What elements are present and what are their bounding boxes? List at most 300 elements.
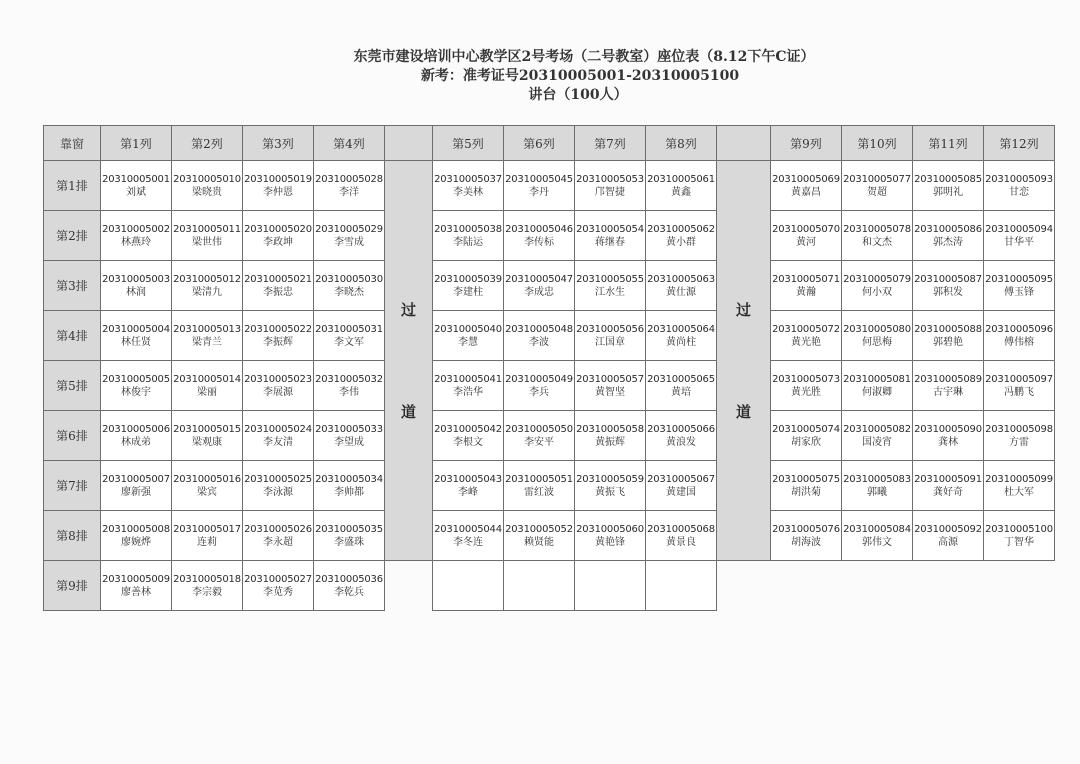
candidate-name: 李传标 bbox=[524, 236, 554, 248]
candidate-name: 李洋 bbox=[339, 186, 359, 198]
exam-number: 20310005078 bbox=[843, 223, 911, 235]
candidate-name: 李友清 bbox=[263, 436, 293, 448]
candidate-name: 李丹 bbox=[529, 186, 549, 198]
column-header: 第4列 bbox=[314, 126, 385, 161]
seat-cell bbox=[771, 261, 842, 311]
candidate-name: 郭积发 bbox=[933, 286, 963, 298]
exam-number: 20310005076 bbox=[772, 523, 840, 535]
seat-cell bbox=[771, 161, 842, 211]
exam-number: 20310005052 bbox=[505, 523, 573, 535]
aisle-label: 道 bbox=[400, 402, 416, 421]
seat-cell bbox=[646, 161, 717, 211]
candidate-name: 黄河 bbox=[796, 236, 816, 248]
seat-row bbox=[44, 511, 1055, 561]
candidate-name: 李伟 bbox=[339, 386, 359, 398]
seat-cell bbox=[842, 411, 913, 461]
candidate-name: 黄鑫 bbox=[671, 186, 691, 198]
candidate-name: 林俊宇 bbox=[121, 386, 151, 398]
exam-number: 20310005012 bbox=[173, 273, 241, 285]
seat-cell bbox=[984, 211, 1055, 261]
aisle-right bbox=[717, 161, 771, 561]
seat-cell bbox=[314, 261, 385, 311]
seat-cell bbox=[575, 261, 646, 311]
seat-cell bbox=[433, 361, 504, 411]
exam-number: 20310005087 bbox=[914, 273, 982, 285]
candidate-name: 甘恋 bbox=[1009, 186, 1029, 198]
exam-number: 20310005098 bbox=[985, 423, 1053, 435]
exam-number: 20310005074 bbox=[772, 423, 840, 435]
seat-cell bbox=[575, 511, 646, 561]
exam-number: 20310005048 bbox=[505, 323, 573, 335]
candidate-name: 连莉 bbox=[197, 536, 217, 548]
seat-cell bbox=[913, 411, 984, 461]
exam-number: 20310005014 bbox=[173, 373, 241, 385]
seat-cell bbox=[842, 461, 913, 511]
exam-number: 20310005086 bbox=[914, 223, 982, 235]
seat-cell bbox=[842, 161, 913, 211]
candidate-name: 龚好奇 bbox=[933, 486, 963, 498]
exam-number: 20310005040 bbox=[434, 323, 502, 335]
exam-number: 20310005061 bbox=[647, 173, 715, 185]
seat-cell bbox=[575, 211, 646, 261]
row-label: 第8排 bbox=[44, 511, 101, 561]
exam-number: 20310005006 bbox=[102, 423, 170, 435]
seat-cell bbox=[101, 411, 172, 461]
exam-number: 20310005027 bbox=[244, 573, 312, 585]
seat-cell bbox=[575, 461, 646, 511]
candidate-name: 国凌宵 bbox=[862, 436, 892, 448]
candidate-name: 李永超 bbox=[263, 536, 293, 548]
exam-number: 20310005099 bbox=[985, 473, 1053, 485]
candidate-name: 高源 bbox=[938, 536, 958, 548]
seat-cell bbox=[314, 411, 385, 461]
exam-number: 20310005019 bbox=[244, 173, 312, 185]
exam-number: 20310005071 bbox=[772, 273, 840, 285]
candidate-name: 梁观康 bbox=[192, 436, 222, 448]
exam-number: 20310005080 bbox=[843, 323, 911, 335]
candidate-name: 李建柱 bbox=[453, 286, 483, 298]
exam-number: 20310005100 bbox=[985, 523, 1053, 535]
exam-number: 20310005016 bbox=[173, 473, 241, 485]
candidate-name: 郭曦 bbox=[867, 486, 887, 498]
exam-number: 20310005004 bbox=[102, 323, 170, 335]
candidate-name: 李盛珠 bbox=[334, 536, 364, 548]
aisle-header-right bbox=[717, 126, 771, 161]
seat-cell bbox=[243, 261, 314, 311]
exam-number: 20310005094 bbox=[985, 223, 1053, 235]
candidate-name: 杜大军 bbox=[1004, 486, 1034, 498]
exam-number: 20310005032 bbox=[315, 373, 383, 385]
exam-number: 20310005024 bbox=[244, 423, 312, 435]
row-label: 第4排 bbox=[44, 311, 101, 361]
candidate-name: 李乾兵 bbox=[334, 586, 364, 598]
seat-row bbox=[44, 211, 1055, 261]
seat-cell bbox=[646, 411, 717, 461]
seat-cell bbox=[433, 411, 504, 461]
candidate-name: 李雪成 bbox=[334, 236, 364, 248]
candidate-name: 甘华平 bbox=[1004, 236, 1034, 248]
seat-cell bbox=[172, 561, 243, 611]
exam-number: 20310005073 bbox=[772, 373, 840, 385]
candidate-name: 江水生 bbox=[595, 286, 625, 298]
seat-cell bbox=[172, 211, 243, 261]
aisle-label: 道 bbox=[735, 402, 751, 421]
candidate-name: 黄智坚 bbox=[595, 386, 625, 398]
seat-cell bbox=[984, 511, 1055, 561]
seat-cell bbox=[913, 211, 984, 261]
exam-number-range: 新考：准考证号20310005001-20310005100 bbox=[420, 68, 740, 84]
seat-cell bbox=[575, 161, 646, 211]
exam-number: 20310005046 bbox=[505, 223, 573, 235]
exam-number: 20310005005 bbox=[102, 373, 170, 385]
candidate-name: 黄振飞 bbox=[595, 486, 625, 498]
column-header: 第5列 bbox=[433, 126, 504, 161]
seat-cell bbox=[842, 261, 913, 311]
exam-number: 20310005049 bbox=[505, 373, 573, 385]
exam-number: 20310005089 bbox=[914, 373, 982, 385]
candidate-name: 何淑卿 bbox=[862, 386, 892, 398]
row-label: 第1排 bbox=[44, 161, 101, 211]
seat-cell bbox=[771, 461, 842, 511]
seat-cell bbox=[314, 561, 385, 611]
seat-cell bbox=[314, 211, 385, 261]
seat-row bbox=[44, 561, 1055, 611]
candidate-name: 何小双 bbox=[862, 286, 892, 298]
exam-number: 20310005042 bbox=[434, 423, 502, 435]
seat-cell bbox=[504, 261, 575, 311]
seat-cell bbox=[504, 311, 575, 361]
seat-cell bbox=[101, 461, 172, 511]
exam-number: 20310005059 bbox=[576, 473, 644, 485]
candidate-name: 傅伟榕 bbox=[1004, 336, 1034, 348]
candidate-name: 古宇琳 bbox=[933, 386, 963, 398]
seat-cell bbox=[771, 311, 842, 361]
candidate-name: 李兵 bbox=[529, 386, 549, 398]
aisle-header-left bbox=[385, 126, 433, 161]
candidate-name: 方雷 bbox=[1009, 436, 1029, 448]
exam-number: 20310005095 bbox=[985, 273, 1053, 285]
exam-number: 20310005062 bbox=[647, 223, 715, 235]
exam-number: 20310005070 bbox=[772, 223, 840, 235]
exam-number: 20310005020 bbox=[244, 223, 312, 235]
candidate-name: 黄光胜 bbox=[791, 386, 821, 398]
seat-cell bbox=[243, 161, 314, 211]
seat-cell bbox=[504, 361, 575, 411]
candidate-name: 梁清九 bbox=[192, 286, 222, 298]
seat-cell bbox=[575, 411, 646, 461]
seat-cell bbox=[243, 361, 314, 411]
seat-cell bbox=[504, 161, 575, 211]
candidate-name: 李展源 bbox=[263, 386, 293, 398]
row-label: 第2排 bbox=[44, 211, 101, 261]
exam-number: 20310005034 bbox=[315, 473, 383, 485]
candidate-name: 贺超 bbox=[867, 186, 887, 198]
candidate-name: 李成忠 bbox=[524, 286, 554, 298]
candidate-name: 雷红波 bbox=[524, 486, 554, 498]
candidate-name: 黄景良 bbox=[666, 536, 696, 548]
exam-number: 20310005018 bbox=[173, 573, 241, 585]
seat-cell bbox=[433, 211, 504, 261]
candidate-name: 傅玉锋 bbox=[1004, 286, 1034, 298]
seat-cell bbox=[172, 511, 243, 561]
exam-number: 20310005068 bbox=[647, 523, 715, 535]
seat-cell bbox=[646, 561, 717, 611]
exam-number: 20310005096 bbox=[985, 323, 1053, 335]
column-header: 第7列 bbox=[575, 126, 646, 161]
seat-cell bbox=[433, 261, 504, 311]
seat-cell bbox=[504, 511, 575, 561]
seat-cell bbox=[314, 311, 385, 361]
column-header-row bbox=[44, 126, 1055, 161]
seat-cell bbox=[842, 511, 913, 561]
seat-cell bbox=[433, 511, 504, 561]
seat-cell bbox=[172, 361, 243, 411]
seat-cell bbox=[646, 511, 717, 561]
exam-number: 20310005022 bbox=[244, 323, 312, 335]
candidate-name: 黄艳锋 bbox=[595, 536, 625, 548]
page-title: 东莞市建设培训中心教学区2号考场（二号教室）座位表（8.12下午C证） bbox=[353, 49, 815, 65]
exam-number: 20310005085 bbox=[914, 173, 982, 185]
candidate-name: 李波 bbox=[529, 336, 549, 348]
exam-number: 20310005066 bbox=[647, 423, 715, 435]
candidate-name: 郭杰涛 bbox=[933, 236, 963, 248]
seating-chart-body bbox=[44, 161, 1055, 611]
seat-cell bbox=[913, 261, 984, 311]
seat-cell bbox=[504, 211, 575, 261]
exam-number: 20310005069 bbox=[772, 173, 840, 185]
exam-number: 20310005044 bbox=[434, 523, 502, 535]
seat-cell bbox=[243, 511, 314, 561]
seat-cell bbox=[433, 561, 504, 611]
seat-cell bbox=[433, 311, 504, 361]
seat-cell bbox=[984, 361, 1055, 411]
candidate-name: 李安平 bbox=[524, 436, 554, 448]
seat-cell bbox=[646, 261, 717, 311]
candidate-name: 廖新强 bbox=[121, 486, 151, 498]
seat-cell bbox=[314, 161, 385, 211]
exam-number: 20310005002 bbox=[102, 223, 170, 235]
seat-cell bbox=[984, 161, 1055, 211]
exam-number: 20310005036 bbox=[315, 573, 383, 585]
exam-number: 20310005077 bbox=[843, 173, 911, 185]
candidate-name: 廖婉烨 bbox=[121, 536, 151, 548]
candidate-name: 邝智捷 bbox=[595, 186, 625, 198]
seat-cell bbox=[243, 461, 314, 511]
candidate-name: 蒋继春 bbox=[595, 236, 625, 248]
candidate-name: 李望成 bbox=[334, 436, 364, 448]
seat-cell bbox=[243, 211, 314, 261]
seat-cell bbox=[101, 361, 172, 411]
exam-number: 20310005033 bbox=[315, 423, 383, 435]
exam-number: 20310005075 bbox=[772, 473, 840, 485]
column-header: 第6列 bbox=[504, 126, 575, 161]
seat-cell bbox=[913, 511, 984, 561]
seat-cell bbox=[101, 211, 172, 261]
candidate-name: 何思梅 bbox=[862, 336, 892, 348]
candidate-name: 李苋秀 bbox=[263, 586, 293, 598]
row-label: 第5排 bbox=[44, 361, 101, 411]
seat-cell bbox=[314, 511, 385, 561]
candidate-name: 梁世伟 bbox=[192, 236, 222, 248]
window-side-label: 靠窗 bbox=[44, 126, 101, 161]
seat-cell bbox=[101, 161, 172, 211]
candidate-name: 李文军 bbox=[334, 336, 364, 348]
exam-number: 20310005045 bbox=[505, 173, 573, 185]
seat-cell bbox=[433, 161, 504, 211]
exam-number: 20310005054 bbox=[576, 223, 644, 235]
seat-cell bbox=[314, 461, 385, 511]
seat-cell bbox=[243, 411, 314, 461]
exam-number: 20310005083 bbox=[843, 473, 911, 485]
column-header: 第2列 bbox=[172, 126, 243, 161]
candidate-name: 李冬连 bbox=[453, 536, 483, 548]
seat-cell bbox=[504, 411, 575, 461]
candidate-name: 黄瀚 bbox=[796, 286, 816, 298]
seat-cell bbox=[101, 311, 172, 361]
exam-number: 20310005090 bbox=[914, 423, 982, 435]
candidate-name: 黄嘉昌 bbox=[791, 186, 821, 198]
exam-number: 20310005063 bbox=[647, 273, 715, 285]
exam-number: 20310005088 bbox=[914, 323, 982, 335]
exam-number: 20310005003 bbox=[102, 273, 170, 285]
candidate-name: 林任贤 bbox=[121, 336, 151, 348]
candidate-name: 刘斌 bbox=[126, 186, 146, 198]
seat-cell bbox=[913, 311, 984, 361]
exam-number: 20310005023 bbox=[244, 373, 312, 385]
seat-cell bbox=[913, 161, 984, 211]
seat-row bbox=[44, 261, 1055, 311]
seat-cell bbox=[172, 461, 243, 511]
row-label: 第9排 bbox=[44, 561, 101, 611]
candidate-name: 江国章 bbox=[595, 336, 625, 348]
candidate-name: 李晓杰 bbox=[334, 286, 364, 298]
seat-cell bbox=[984, 411, 1055, 461]
exam-number: 20310005030 bbox=[315, 273, 383, 285]
podium-label: 讲台（100人） bbox=[528, 87, 628, 103]
seat-row bbox=[44, 361, 1055, 411]
candidate-name: 郭碧艳 bbox=[933, 336, 963, 348]
candidate-name: 黄振辉 bbox=[595, 436, 625, 448]
exam-number: 20310005010 bbox=[173, 173, 241, 185]
exam-number: 20310005017 bbox=[173, 523, 241, 535]
candidate-name: 胡海波 bbox=[791, 536, 821, 548]
candidate-name: 黄光艳 bbox=[791, 336, 821, 348]
exam-number: 20310005038 bbox=[434, 223, 502, 235]
candidate-name: 黄尚柱 bbox=[666, 336, 696, 348]
seat-cell bbox=[913, 361, 984, 411]
row-label: 第7排 bbox=[44, 461, 101, 511]
seat-cell bbox=[984, 261, 1055, 311]
exam-number: 20310005001 bbox=[102, 173, 170, 185]
exam-number: 20310005079 bbox=[843, 273, 911, 285]
seat-cell bbox=[842, 211, 913, 261]
candidate-name: 丁智华 bbox=[1004, 536, 1034, 548]
seat-cell bbox=[504, 461, 575, 511]
candidate-name: 李宗毅 bbox=[192, 586, 222, 598]
exam-number: 20310005084 bbox=[843, 523, 911, 535]
exam-number: 20310005091 bbox=[914, 473, 982, 485]
candidate-name: 李帅都 bbox=[334, 486, 364, 498]
candidate-name: 李振辉 bbox=[263, 336, 293, 348]
exam-number: 20310005056 bbox=[576, 323, 644, 335]
exam-number: 20310005055 bbox=[576, 273, 644, 285]
candidate-name: 林润 bbox=[126, 286, 146, 298]
seat-row bbox=[44, 311, 1055, 361]
candidate-name: 黄小群 bbox=[666, 236, 696, 248]
candidate-name: 李根文 bbox=[453, 436, 483, 448]
empty-space bbox=[717, 561, 1055, 611]
column-header: 第1列 bbox=[101, 126, 172, 161]
exam-number: 20310005081 bbox=[843, 373, 911, 385]
row-label: 第6排 bbox=[44, 411, 101, 461]
exam-number: 20310005053 bbox=[576, 173, 644, 185]
seat-cell bbox=[646, 361, 717, 411]
seat-cell bbox=[575, 561, 646, 611]
seat-cell bbox=[172, 261, 243, 311]
exam-number: 20310005021 bbox=[244, 273, 312, 285]
exam-number: 20310005041 bbox=[434, 373, 502, 385]
exam-number: 20310005043 bbox=[434, 473, 502, 485]
exam-number: 20310005028 bbox=[315, 173, 383, 185]
column-header: 第12列 bbox=[984, 126, 1055, 161]
exam-number: 20310005047 bbox=[505, 273, 573, 285]
seat-row bbox=[44, 411, 1055, 461]
candidate-name: 林燕玲 bbox=[121, 236, 151, 248]
seat-cell bbox=[314, 361, 385, 411]
column-header: 第11列 bbox=[913, 126, 984, 161]
candidate-name: 梁宾 bbox=[197, 486, 217, 498]
candidate-name: 胡洪菊 bbox=[791, 486, 821, 498]
exam-number: 20310005035 bbox=[315, 523, 383, 535]
candidate-name: 和文杰 bbox=[862, 236, 892, 248]
seat-cell bbox=[771, 511, 842, 561]
exam-number: 20310005082 bbox=[843, 423, 911, 435]
exam-number: 20310005057 bbox=[576, 373, 644, 385]
seat-cell bbox=[101, 261, 172, 311]
exam-number: 20310005009 bbox=[102, 573, 170, 585]
candidate-name: 李政坤 bbox=[263, 236, 293, 248]
seat-cell bbox=[771, 361, 842, 411]
candidate-name: 李峰 bbox=[458, 486, 478, 498]
candidate-name: 李慧 bbox=[458, 336, 478, 348]
seat-cell bbox=[646, 311, 717, 361]
seat-cell bbox=[575, 361, 646, 411]
exam-number: 20310005093 bbox=[985, 173, 1053, 185]
candidate-name: 李陆运 bbox=[453, 236, 483, 248]
seat-cell bbox=[771, 211, 842, 261]
exam-number: 20310005015 bbox=[173, 423, 241, 435]
candidate-name: 龚林 bbox=[938, 436, 958, 448]
seat-cell bbox=[101, 561, 172, 611]
exam-number: 20310005097 bbox=[985, 373, 1053, 385]
aisle-label: 过 bbox=[400, 300, 416, 319]
exam-number: 20310005007 bbox=[102, 473, 170, 485]
seat-cell bbox=[646, 211, 717, 261]
candidate-name: 冯鹏飞 bbox=[1004, 386, 1034, 398]
exam-number: 20310005064 bbox=[647, 323, 715, 335]
seat-cell bbox=[984, 461, 1055, 511]
candidate-name: 李浩华 bbox=[453, 386, 483, 398]
candidate-name: 梁丽 bbox=[197, 386, 217, 398]
exam-number: 20310005025 bbox=[244, 473, 312, 485]
candidate-name: 廖善林 bbox=[121, 586, 151, 598]
exam-number: 20310005065 bbox=[647, 373, 715, 385]
seat-cell bbox=[913, 461, 984, 511]
page-header bbox=[0, 48, 1080, 105]
seating-chart-table bbox=[43, 125, 1055, 611]
seat-cell bbox=[504, 561, 575, 611]
exam-number: 20310005029 bbox=[315, 223, 383, 235]
